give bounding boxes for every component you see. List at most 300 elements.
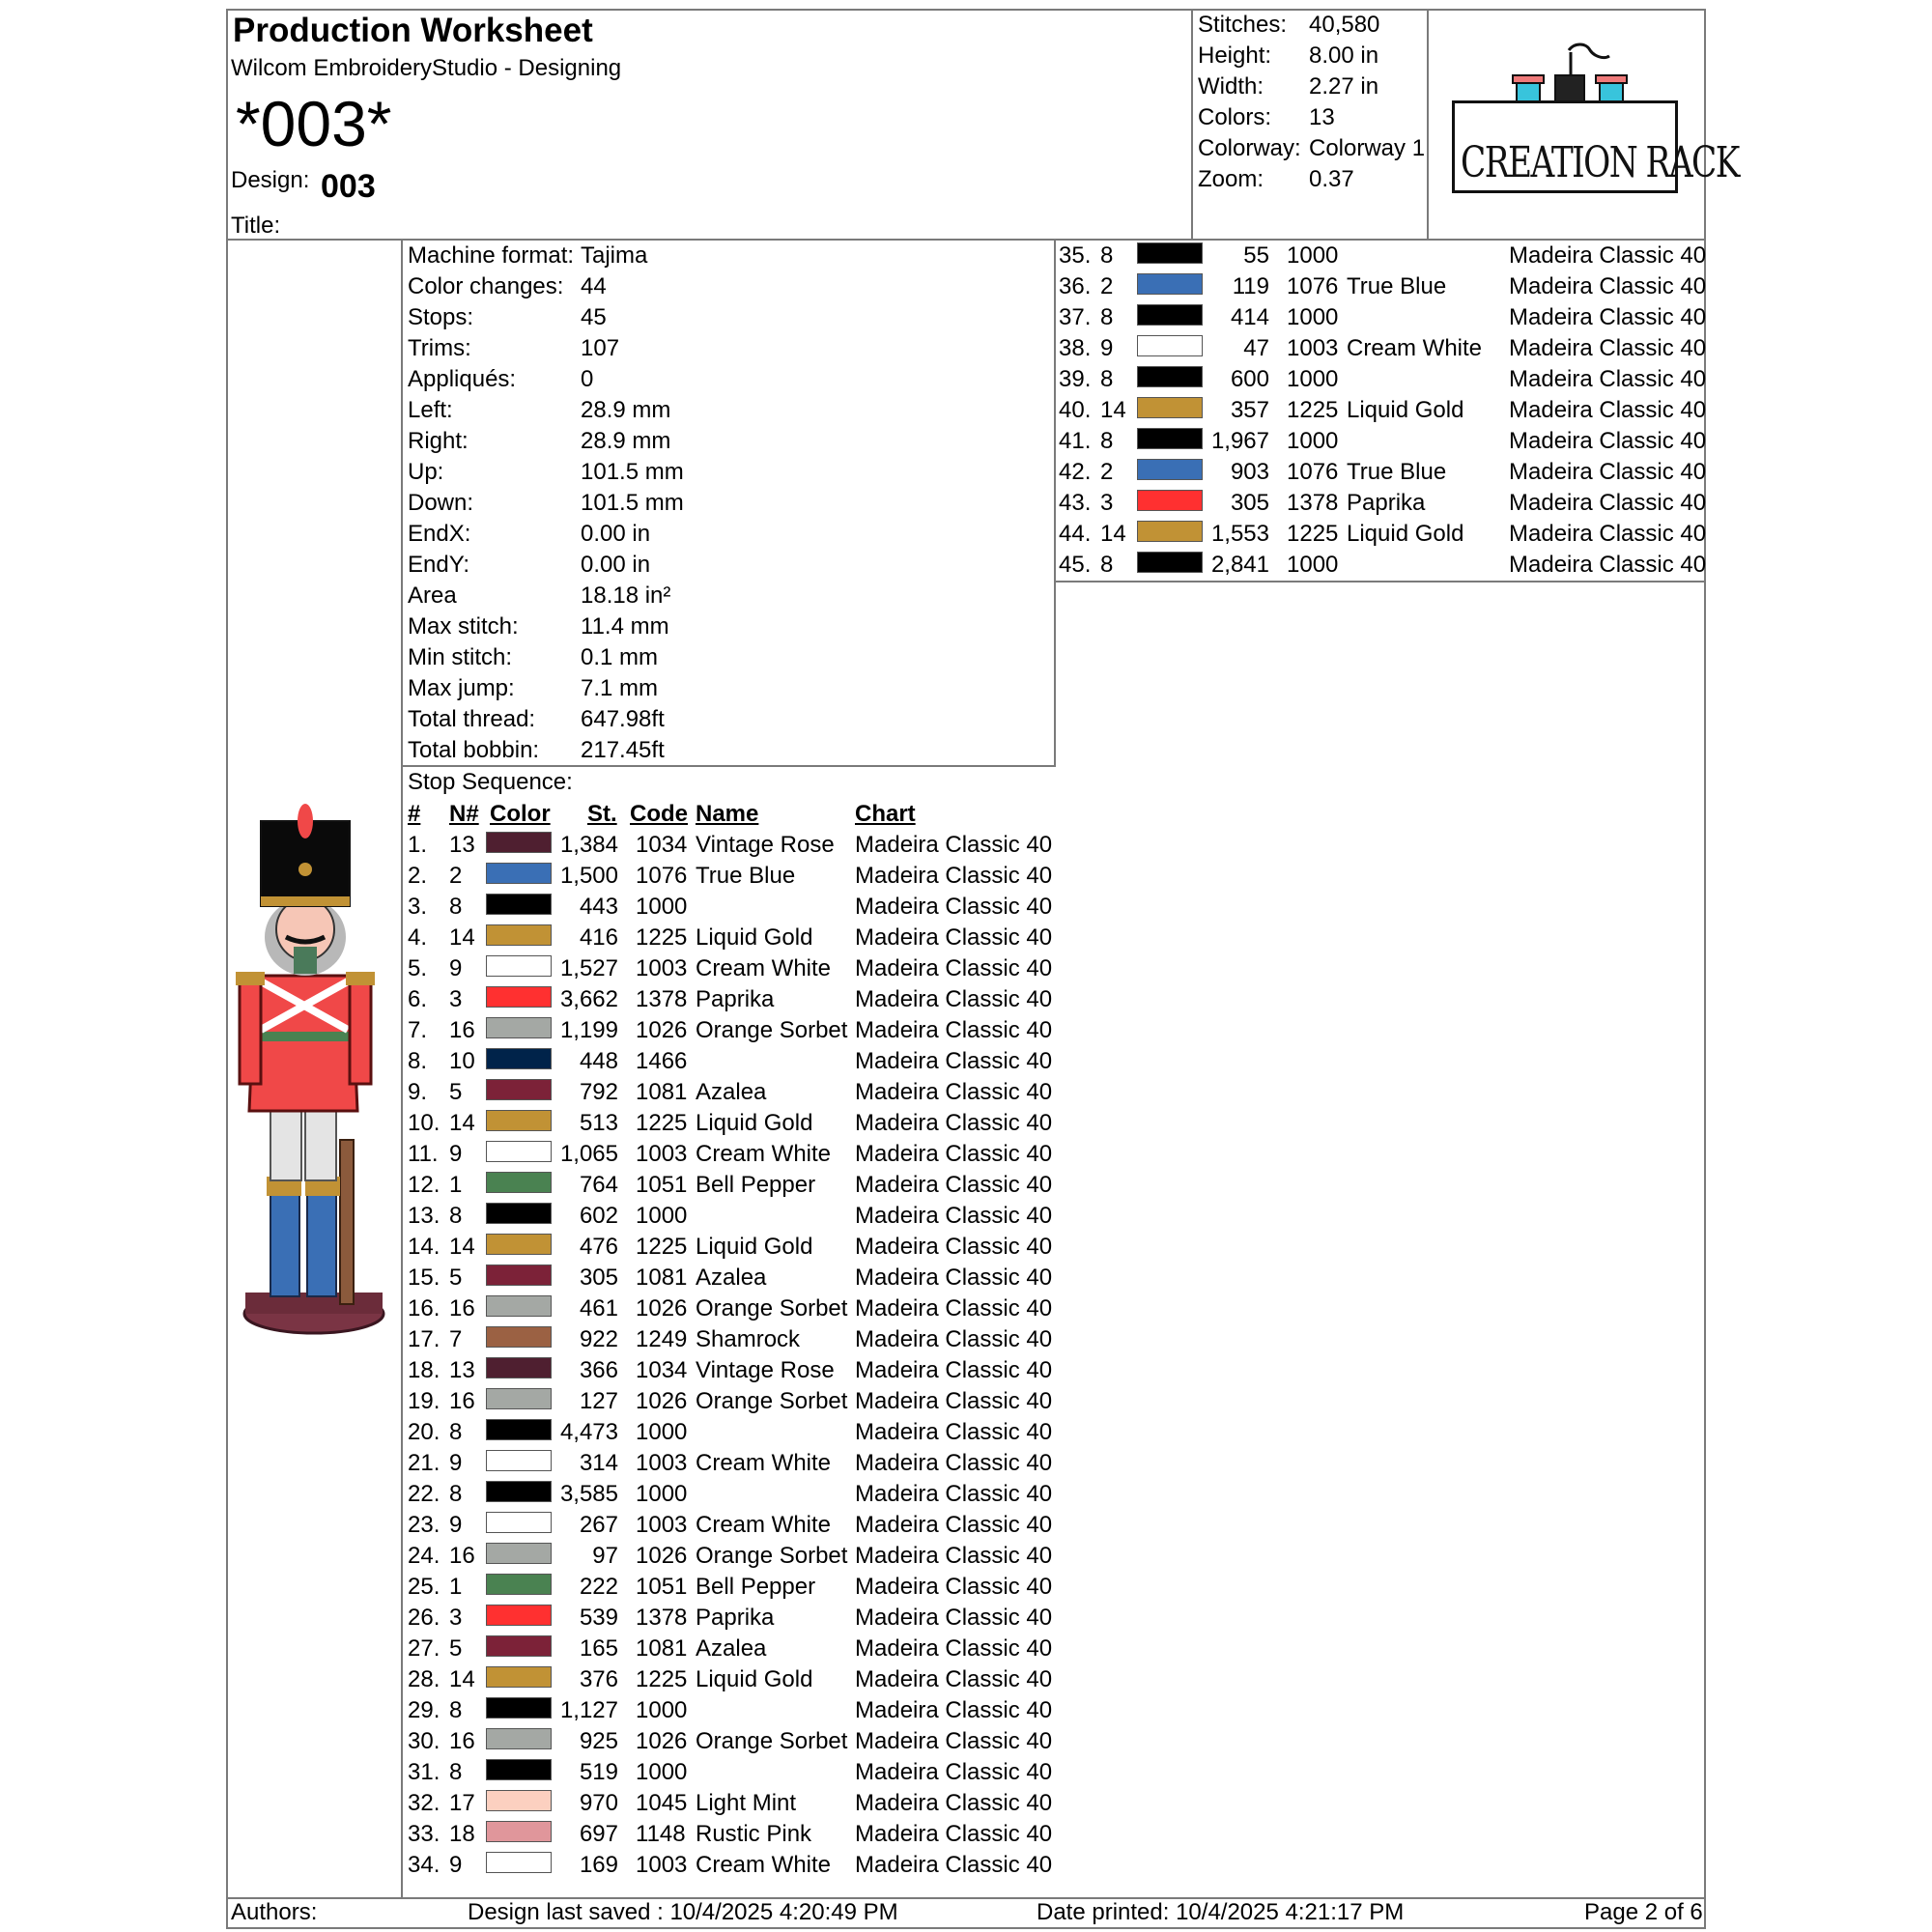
thread-code: 1225 [1287, 397, 1339, 423]
thread-chart: Madeira Classic 40 [855, 1326, 1053, 1352]
needle-number: 5 [449, 1635, 463, 1662]
needle-number: 9 [449, 1512, 463, 1538]
stitch-count: 602 [579, 1203, 618, 1229]
col-needle: N# [449, 801, 479, 827]
needle-number: 1 [449, 1172, 463, 1198]
table-row [1059, 490, 1707, 521]
table-row [408, 863, 1053, 894]
needle-number: 14 [449, 924, 475, 951]
detail-value: 18.18 in² [581, 582, 671, 609]
detail-label: Right: [408, 428, 469, 454]
thread-chart: Madeira Classic 40 [855, 1079, 1053, 1105]
table-row [1059, 242, 1707, 273]
stop-number: 43. [1059, 490, 1092, 516]
stop-number: 19. [408, 1388, 440, 1414]
stop-number: 45. [1059, 552, 1092, 578]
needle-number: 9 [449, 1141, 463, 1167]
needle-number: 16 [449, 1388, 475, 1414]
table-row [408, 955, 1053, 986]
stitch-count: 127 [579, 1388, 618, 1414]
last-saved: Design last saved : 10/4/2025 4:20:49 PM [468, 1899, 898, 1925]
detail-value: 7.1 mm [581, 675, 659, 701]
thread-name: Liquid Gold [696, 1234, 813, 1260]
stop-number: 15. [408, 1264, 440, 1291]
needle-number: 8 [1100, 366, 1114, 392]
stitch-count: 55 [1243, 242, 1269, 269]
color-swatch [486, 924, 552, 946]
thread-code: 1003 [1287, 335, 1339, 361]
thread-chart: Madeira Classic 40 [855, 1295, 1053, 1321]
stitch-count: 764 [579, 1172, 618, 1198]
stop-number: 34. [408, 1852, 440, 1878]
color-swatch [486, 1419, 552, 1440]
needle-number: 14 [1100, 397, 1126, 423]
thread-code: 1466 [636, 1048, 688, 1074]
thread-name: Liquid Gold [696, 1110, 813, 1136]
color-swatch [1137, 242, 1203, 264]
thread-chart: Madeira Classic 40 [855, 1790, 1053, 1816]
summary-label: Colorway: [1198, 135, 1301, 161]
thread-chart: Madeira Classic 40 [855, 1543, 1053, 1569]
software-subtitle: Wilcom EmbroideryStudio - Designing [231, 55, 622, 81]
thread-name: Shamrock [696, 1326, 801, 1352]
table-row [408, 1728, 1053, 1759]
thread-code: 1076 [636, 863, 688, 889]
summary-value: 0.37 [1309, 166, 1354, 192]
stop-number: 21. [408, 1450, 440, 1476]
stop-number: 6. [408, 986, 428, 1012]
detail-label: Total bobbin: [408, 737, 540, 763]
col-chart: Chart [855, 801, 916, 827]
needle-number: 14 [449, 1110, 475, 1136]
thread-name: Cream White [696, 955, 832, 981]
table-row [408, 1203, 1053, 1234]
needle-number: 2 [1100, 459, 1114, 485]
color-swatch [486, 1326, 552, 1348]
needle-number: 2 [449, 863, 463, 889]
needle-number: 9 [1100, 335, 1114, 361]
design-code: *003* [236, 88, 392, 159]
stop-number: 14. [408, 1234, 440, 1260]
color-swatch [486, 1697, 552, 1719]
stitch-count: 461 [579, 1295, 618, 1321]
needle-number: 13 [449, 1357, 475, 1383]
image-column-divider [401, 239, 403, 1898]
stitch-count: 357 [1230, 397, 1269, 423]
summary-value: 40,580 [1309, 12, 1380, 38]
needle-number: 8 [449, 1419, 463, 1445]
thread-chart: Madeira Classic 40 [855, 924, 1053, 951]
table-row [408, 1419, 1053, 1450]
detail-value: 28.9 mm [581, 428, 671, 454]
table-row [408, 1234, 1053, 1264]
detail-label: Max stitch: [408, 613, 519, 639]
table-row [408, 1605, 1053, 1635]
color-swatch [1137, 552, 1203, 573]
thread-chart: Madeira Classic 40 [855, 1357, 1053, 1383]
thread-chart: Madeira Classic 40 [855, 1728, 1053, 1754]
table-row [408, 1172, 1053, 1203]
stitch-count: 1,384 [559, 832, 618, 858]
table-row [408, 1790, 1053, 1821]
stop-number: 32. [408, 1790, 440, 1816]
table-row [408, 1017, 1053, 1048]
logo-divider [1427, 9, 1429, 241]
stitch-count: 165 [579, 1635, 618, 1662]
thread-name: Azalea [696, 1264, 767, 1291]
detail-value: 217.45ft [581, 737, 665, 763]
thread-name: Liquid Gold [1347, 521, 1464, 547]
design-label: Design: [231, 167, 310, 193]
thread-code: 1148 [636, 1821, 686, 1847]
summary-label: Stitches: [1198, 12, 1288, 38]
thread-name: Vintage Rose [696, 1357, 835, 1383]
table-row [1059, 304, 1707, 335]
needle-number: 8 [449, 1759, 463, 1785]
stop-number: 1. [408, 832, 428, 858]
stitch-count: 169 [579, 1852, 618, 1878]
stop-number: 44. [1059, 521, 1092, 547]
stitch-count: 476 [579, 1234, 618, 1260]
thread-name: True Blue [696, 863, 796, 889]
thread-name: Paprika [696, 1605, 775, 1631]
thread-chart: Madeira Classic 40 [855, 1852, 1053, 1878]
summary-label: Zoom: [1198, 166, 1264, 192]
table-row [1059, 521, 1707, 552]
color-swatch [486, 986, 552, 1008]
needle-number: 8 [1100, 304, 1114, 330]
nutcracker-design-preview [232, 802, 396, 1343]
needle-number: 8 [449, 1697, 463, 1723]
stop-number: 12. [408, 1172, 440, 1198]
thread-code: 1026 [636, 1543, 688, 1569]
color-swatch [486, 1666, 552, 1688]
needle-number: 2 [1100, 273, 1114, 299]
needle-number: 8 [449, 1481, 463, 1507]
color-swatch [486, 1543, 552, 1564]
color-swatch [486, 1821, 552, 1842]
stop-number: 3. [408, 894, 428, 920]
table-row [408, 924, 1053, 955]
thread-name: Orange Sorbet [696, 1017, 848, 1043]
summary-value: 2.27 in [1309, 73, 1379, 99]
stop-number: 7. [408, 1017, 428, 1043]
thread-chart: Madeira Classic 40 [855, 832, 1053, 858]
thread-name: Vintage Rose [696, 832, 835, 858]
stitch-count: 1,967 [1210, 428, 1269, 454]
needle-number: 9 [449, 1852, 463, 1878]
stop-number: 4. [408, 924, 428, 951]
color-swatch [1137, 490, 1203, 511]
color-swatch [486, 1481, 552, 1502]
thread-code: 1225 [636, 1110, 688, 1136]
col-num: # [408, 801, 421, 827]
stop-number: 26. [408, 1605, 440, 1631]
thread-name: Cream White [696, 1852, 832, 1878]
thread-chart: Madeira Classic 40 [1509, 242, 1707, 269]
thread-name: Cream White [696, 1141, 832, 1167]
color-swatch [486, 1388, 552, 1409]
table-row [1059, 459, 1707, 490]
table-row [1059, 366, 1707, 397]
table-row [408, 1326, 1053, 1357]
table-row [408, 1512, 1053, 1543]
stop-number: 33. [408, 1821, 440, 1847]
thread-chart: Madeira Classic 40 [1509, 428, 1707, 454]
table-row [1059, 428, 1707, 459]
detail-label: Trims: [408, 335, 471, 361]
detail-label: Down: [408, 490, 474, 516]
detail-label: Min stitch: [408, 644, 513, 670]
stitch-count: 376 [579, 1666, 618, 1692]
table-row [408, 1759, 1053, 1790]
thread-code: 1026 [636, 1388, 688, 1414]
thread-chart: Madeira Classic 40 [855, 894, 1053, 920]
stitch-count: 539 [579, 1605, 618, 1631]
thread-code: 1000 [636, 894, 688, 920]
stop-number: 16. [408, 1295, 440, 1321]
thread-code: 1000 [636, 1759, 688, 1785]
needle-number: 8 [1100, 242, 1114, 269]
color-swatch [486, 1852, 552, 1873]
thread-code: 1378 [1287, 490, 1339, 516]
needle-number: 7 [449, 1326, 463, 1352]
thread-code: 1051 [636, 1574, 688, 1600]
detail-label: Color changes: [408, 273, 564, 299]
thread-name: Cream White [1347, 335, 1483, 361]
thread-chart: Madeira Classic 40 [1509, 304, 1707, 330]
stop-number: 37. [1059, 304, 1092, 330]
color-swatch [486, 1605, 552, 1626]
table-row [408, 1666, 1053, 1697]
stitch-count: 925 [579, 1728, 618, 1754]
stop-number: 30. [408, 1728, 440, 1754]
table-row [1059, 552, 1707, 582]
table-row [408, 1388, 1053, 1419]
stop-number: 36. [1059, 273, 1092, 299]
stop-number: 11. [408, 1141, 439, 1167]
thread-name: Orange Sorbet [696, 1728, 848, 1754]
table-row [408, 1264, 1053, 1295]
date-printed: Date printed: 10/4/2025 4:21:17 PM [1037, 1899, 1405, 1925]
thread-chart: Madeira Classic 40 [855, 1203, 1053, 1229]
summary-label: Height: [1198, 43, 1272, 69]
needle-number: 5 [449, 1264, 463, 1291]
table-row [408, 1821, 1053, 1852]
thread-name: Light Mint [696, 1790, 797, 1816]
needle-number: 10 [449, 1048, 475, 1074]
stop-number: 39. [1059, 366, 1092, 392]
thread-code: 1000 [636, 1697, 688, 1723]
thread-code: 1225 [636, 1666, 688, 1692]
stop-number: 2. [408, 863, 428, 889]
color-swatch [486, 1203, 552, 1224]
stitch-count: 970 [579, 1790, 618, 1816]
stitch-count: 600 [1230, 366, 1269, 392]
col-color: Color [490, 801, 551, 827]
color-swatch [486, 832, 552, 853]
needle-number: 17 [449, 1790, 475, 1816]
detail-value: 0.00 in [581, 521, 651, 547]
color-swatch [486, 1110, 552, 1131]
detail-value: 107 [581, 335, 620, 361]
thread-name: Azalea [696, 1635, 767, 1662]
stitch-count: 1,500 [559, 863, 618, 889]
thread-chart: Madeira Classic 40 [1509, 521, 1707, 547]
thread-chart: Madeira Classic 40 [855, 1512, 1053, 1538]
stop-number: 8. [408, 1048, 428, 1074]
needle-number: 9 [449, 955, 463, 981]
stop-number: 17. [408, 1326, 440, 1352]
needle-number: 16 [449, 1728, 475, 1754]
color-swatch [486, 1079, 552, 1100]
thread-name: Paprika [1347, 490, 1426, 516]
table-row [1059, 397, 1707, 428]
table-row [408, 832, 1053, 863]
detail-value: 45 [581, 304, 607, 330]
stitch-count: 222 [579, 1574, 618, 1600]
color-swatch [1137, 335, 1203, 356]
stitch-count: 2,841 [1210, 552, 1269, 578]
thread-name: Orange Sorbet [696, 1543, 848, 1569]
authors-label: Authors: [231, 1899, 318, 1925]
table-row [408, 1635, 1053, 1666]
middle-column-divider [1054, 239, 1056, 767]
thread-chart: Madeira Classic 40 [855, 1172, 1053, 1198]
summary-label: Width: [1198, 73, 1264, 99]
detail-label: EndY: [408, 552, 470, 578]
color-swatch [486, 955, 552, 977]
thread-code: 1026 [636, 1295, 688, 1321]
stop-number: 24. [408, 1543, 440, 1569]
col-code: Code [630, 801, 688, 827]
stop-number: 9. [408, 1079, 428, 1105]
footer-divider [226, 1897, 1706, 1899]
color-swatch [486, 1141, 552, 1162]
needle-number: 16 [449, 1543, 475, 1569]
table-row [408, 1852, 1053, 1883]
color-swatch [1137, 459, 1203, 480]
table-row [1059, 335, 1707, 366]
needle-number: 14 [1100, 521, 1126, 547]
stop-number: 41. [1059, 428, 1092, 454]
summary-value: 13 [1309, 104, 1335, 130]
col-name: Name [696, 801, 759, 827]
thread-chart: Madeira Classic 40 [855, 955, 1053, 981]
stitch-count: 519 [579, 1759, 618, 1785]
thread-name: Orange Sorbet [696, 1295, 848, 1321]
thread-name: Bell Pepper [696, 1172, 816, 1198]
thread-chart: Madeira Classic 40 [1509, 273, 1707, 299]
stitch-count: 305 [579, 1264, 618, 1291]
thread-code: 1000 [1287, 428, 1339, 454]
stitch-count: 443 [579, 894, 618, 920]
stitch-count: 267 [579, 1512, 618, 1538]
detail-label: Machine format: [408, 242, 575, 269]
stop-number: 22. [408, 1481, 440, 1507]
detail-value: 0.00 in [581, 552, 651, 578]
summary-divider [1191, 9, 1193, 241]
needle-number: 3 [449, 1605, 463, 1631]
stop-number: 42. [1059, 459, 1092, 485]
detail-value: 11.4 mm [581, 613, 669, 639]
thread-chart: Madeira Classic 40 [855, 1481, 1053, 1507]
color-swatch [486, 1048, 552, 1069]
needle-number: 18 [449, 1821, 475, 1847]
table-row [408, 894, 1053, 924]
stop-number: 20. [408, 1419, 440, 1445]
color-swatch [486, 1635, 552, 1657]
thread-chart: Madeira Classic 40 [855, 1141, 1053, 1167]
stitch-count: 97 [592, 1543, 618, 1569]
thread-name: Paprika [696, 986, 775, 1012]
stitch-count: 792 [579, 1079, 618, 1105]
thread-code: 1051 [636, 1172, 688, 1198]
summary-value: Colorway 1 [1309, 135, 1426, 161]
thread-chart: Madeira Classic 40 [855, 1635, 1053, 1662]
needle-number: 1 [449, 1574, 463, 1600]
thread-code: 1034 [636, 1357, 688, 1383]
stitch-count: 1,065 [559, 1141, 618, 1167]
stop-number: 18. [408, 1357, 440, 1383]
table-row [408, 1110, 1053, 1141]
stop-number: 5. [408, 955, 428, 981]
thread-code: 1081 [636, 1264, 688, 1291]
details-bottom-line [401, 765, 1056, 767]
stitch-count: 922 [579, 1326, 618, 1352]
stitch-count: 416 [579, 924, 618, 951]
thread-code: 1000 [1287, 366, 1339, 392]
detail-label: Up: [408, 459, 444, 485]
stop-number: 29. [408, 1697, 440, 1723]
color-swatch [1137, 397, 1203, 418]
table-row [408, 1574, 1053, 1605]
thread-chart: Madeira Classic 40 [1509, 335, 1707, 361]
stop-table-header [408, 801, 1045, 832]
thread-code: 1225 [636, 924, 688, 951]
stitch-count: 314 [579, 1450, 618, 1476]
thread-chart: Madeira Classic 40 [855, 1821, 1053, 1847]
needle-number: 8 [1100, 428, 1114, 454]
needle-number: 13 [449, 832, 475, 858]
needle-number: 9 [449, 1450, 463, 1476]
stitch-count: 305 [1230, 490, 1269, 516]
thread-code: 1076 [1287, 273, 1339, 299]
thread-code: 1000 [636, 1203, 688, 1229]
color-swatch [486, 1512, 552, 1533]
needle-number: 8 [449, 894, 463, 920]
detail-value: 101.5 mm [581, 490, 684, 516]
thread-code: 1378 [636, 1605, 688, 1631]
brand-logo: CREATION RACK [1461, 138, 1739, 187]
needle-number: 14 [449, 1666, 475, 1692]
thread-name: Orange Sorbet [696, 1388, 848, 1414]
table-row [1059, 273, 1707, 304]
stop-number: 27. [408, 1635, 440, 1662]
stop-number: 40. [1059, 397, 1092, 423]
thread-chart: Madeira Classic 40 [855, 1234, 1053, 1260]
table-row [408, 1697, 1053, 1728]
detail-value: 647.98ft [581, 706, 665, 732]
stitch-count: 903 [1230, 459, 1269, 485]
title-label: Title: [231, 213, 281, 239]
thread-chart: Madeira Classic 40 [1509, 366, 1707, 392]
stitch-count: 3,585 [559, 1481, 618, 1507]
detail-value: 0.1 mm [581, 644, 659, 670]
stitch-count: 1,527 [559, 955, 618, 981]
thread-chart: Madeira Classic 40 [855, 863, 1053, 889]
table-row [408, 1048, 1053, 1079]
